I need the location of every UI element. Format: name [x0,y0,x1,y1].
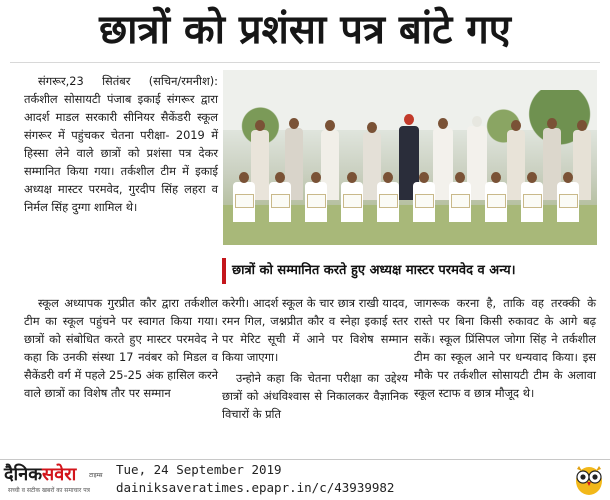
owl-icon [572,462,606,496]
photo-head [239,172,249,183]
article-paragraph: स्कूल अध्यापक गुरप्रीत कौर द्वारा तर्कशील टीम का स्कूल पहुंचने पर स्वागत किया गया। छात्रों को संबोधित करते हुए मास्टर परमवेद ने कहा कि उनकी संस्था 17 नवंबर को मिडल व सैकेंडरी वर्ग में पहले 25-25 अंक हासिल करने वाले छात्रों का विशेष तौर पर सम्मान [24,296,218,400]
photo-head [419,172,429,183]
logo-word-savera: सवेरा [42,464,77,485]
article-column-middle [222,294,408,426]
certificate [487,194,506,208]
photo-head [547,118,557,129]
certificate [235,194,254,208]
headline-divider [10,62,600,63]
photo-head [367,122,377,133]
certificate [451,194,470,208]
photo-head [255,120,265,131]
photo-head [527,172,537,183]
photo-head [563,172,573,183]
certificate [559,194,578,208]
footer-divider [0,459,610,460]
certificate [415,194,434,208]
news-photo [223,70,597,245]
headline: छात्रों को प्रशंसा पत्र बांटे गए [99,7,511,53]
photo-head [383,172,393,183]
photo-head [275,172,285,183]
article-paragraph: करेगी। आदर्श स्कूल के चार छात्र राखी यादव, रमन गिल, जश्नप्रीत कौर व स्नेहा इकाई स्तर पर मेरिट सूची में आने पर विशेष सम्मान किया जाएगा। [222,296,408,364]
photo-head [491,172,501,183]
certificate [307,194,326,208]
logo-word-dainik: दैनिक [4,464,43,485]
photo-head [325,120,335,131]
photo-head [455,172,465,183]
photo-caption: छात्रों को सम्मानित करते हुए अध्यक्ष मास्टर परमवेद व अन्य। [222,258,602,284]
photo-head [289,118,299,129]
article-column-left-bottom [24,294,218,405]
photo-head [472,116,482,127]
article-paragraph: जागरूक करना है, ताकि वह तरक्की के रास्ते पर बिना किसी रुकावट के आगे बढ़ सकें। स्कूल प्रिंसिपल जोगा सिंह ने तर्कशील टीम का स्कूल आने पर धन्यवाद किया। इस मौके पर तर्कशील सोसायटी टीम के अलावा स्कूल स्टाफ व छात्र मौजूद थे। [414,296,596,400]
photo-head [438,118,448,129]
article-column-right [414,294,596,405]
certificate [523,194,542,208]
photo-head [404,114,414,125]
certificate [271,194,290,208]
article-paragraph: संगरूर,23 सितंबर (सचिन/रमनीश): तर्कशील सोसायटी पंजाब इकाई संगरूर द्वारा आदर्श माडल सरकारी सीनियर सैकेंडरी स्कूल संगरूर में पहुंचकर चेतना परीक्षा- 2019 में हिस्सा लेने वाले छात्रों को प्रशंसा पत्र देकर सम्मानित किया गया। तर्कशील टीम में इकाई अध्यक्ष मास्टर परमवेद, गुरदीप सिंह लहरा व निर्मल सिंह दुग्गा शामिल थे। [24,74,218,214]
article-paragraph: उन्होने कहा कि चेतना परीक्षा का उद्देश्य छात्रों को अंधविश्वास से निकालकर वैज्ञानिक विचारों के प्रति [222,371,408,421]
photo-head [311,172,321,183]
logo-subtext: सच्ची व सटीक खबरों का समाचार पत्र [8,487,90,494]
edition-date: Tue, 24 September 2019 [116,462,282,477]
photo-head [511,120,521,131]
certificate [343,194,362,208]
article-column-left-top [24,72,218,219]
logo-tagline: टाइम्स [89,472,103,479]
certificate [379,194,398,208]
photo-head [577,120,587,131]
logo-wordmark [4,462,76,486]
newspaper-logo [4,462,104,498]
photo-head [347,172,357,183]
edition-url[interactable]: dainiksaveratimes.epapr.in/c/43939982 [116,480,395,495]
